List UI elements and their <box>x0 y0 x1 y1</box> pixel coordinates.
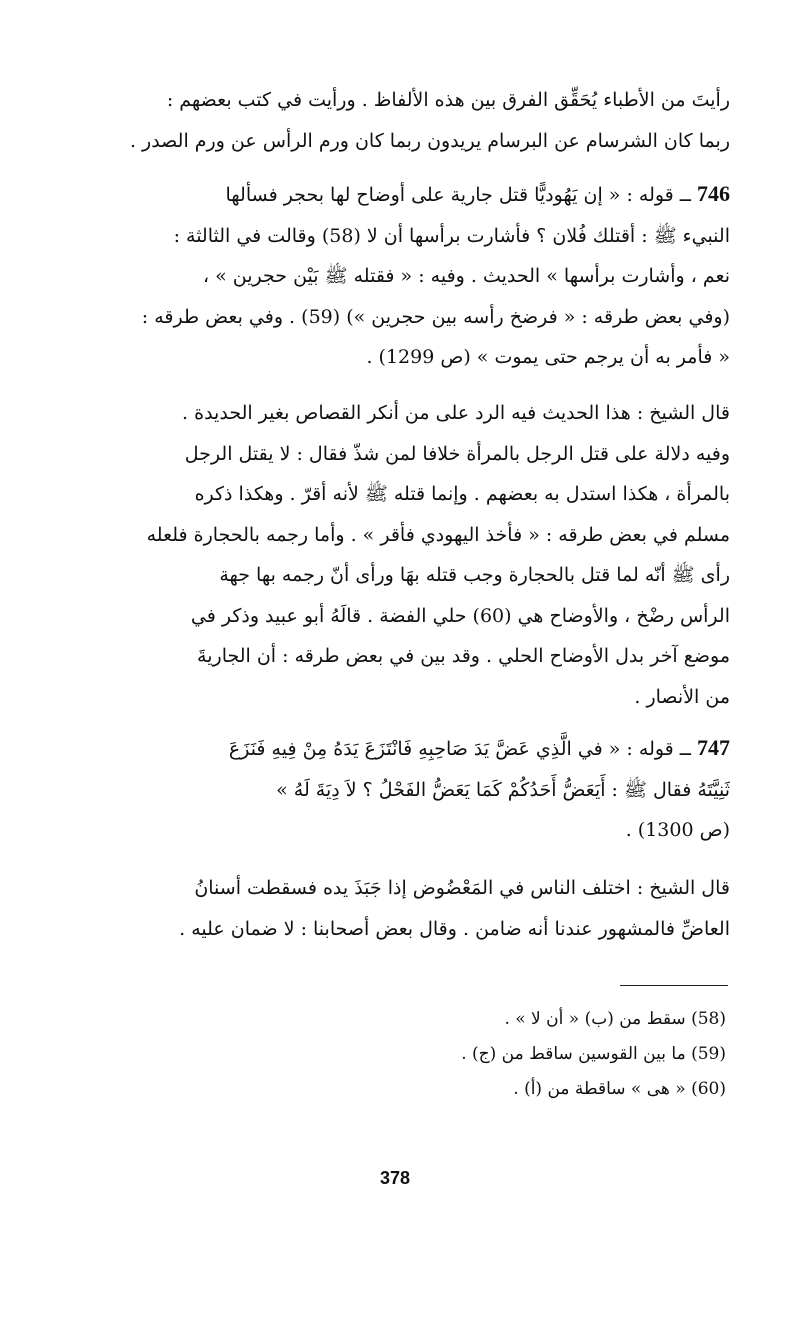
text-line: وفيه دلالة على قتل الرجل بالمرأة خلافا لمن شذّ فقال : لا يقتل الرجل <box>184 442 730 465</box>
text-line: ثَنِيَّتَهُ فقال ﷺ : أَيَعَضُّ أَحَدُكُمْ كَمَا يَعَضُّ الفَحْلُ ؟ لاَ دِيَةَ لَهُ » <box>276 778 730 801</box>
hadith-number: 746 <box>697 181 730 206</box>
commentary-747 <box>60 868 730 949</box>
text-line: رأى ﷺ أنّه لما قتل بالحجارة وجب قتله بهَا ورأى أنّ رجمه بها جهة <box>219 564 730 586</box>
text-line: النبيء ﷺ : أقتلك فُلان ؟ فأشارت برأسها أن لا (58) وقالت في الثالثة : <box>173 224 730 247</box>
dash: ــ <box>673 738 691 760</box>
footnote-59: (59) ما بين القوسين ساقط من (ج) . <box>461 1044 726 1064</box>
text-line: من الأنصار . <box>634 685 730 708</box>
text-line: بالمرأة ، هكذا استدل به بعضهم . وإنما قتله ﷺ لأنه أقرّ . وهكذا ذكره <box>194 483 730 505</box>
footnotes <box>306 1002 726 1107</box>
page-number: 378 <box>379 1168 411 1188</box>
text-line: مسلم في بعض طرقه : « فأخذ اليهودي فأقر » . وأما رجمه بالحجارة فلعله <box>146 523 730 546</box>
text-line: (وفي بعض طرقه : « فرضخ رأسه بين حجرين ») (59) . وفي بعض طرقه : <box>141 305 730 328</box>
hadith-text: قوله : « في الَّذِي عَضَّ يَدَ صَاحِبِهِ فَانْتَزَعَ يَدَهُ مِنْ فِيهِ فَنَزَعَ <box>228 738 674 760</box>
text-line: موضع آخر بدل الأوضاح الحلي . وقد بين في بعض طرقه : أن الجاريةَ <box>197 645 730 667</box>
text-line: قال الشيخ : هذا الحديث فيه الرد على من أنكر القصاص بغير الحديدة . <box>182 402 730 424</box>
text-line: « فأمر به أن يرجم حتى يموت » (ص 1299) . <box>366 346 730 368</box>
text-line: ربما كان الشرسام عن البرسام يريدون ربما كان ورم الرأس عن ورم الصدر . <box>129 129 730 152</box>
commentary-746 <box>60 393 730 717</box>
text-line: الرأس رضْخ ، والأوضاح هي (60) حلي الفضة . قالَهُ أبو عبيد وذكر في <box>190 604 730 627</box>
text-line <box>60 174 730 216</box>
footnote-60: (60) « هى » ساقطة من (أ) . <box>513 1079 726 1099</box>
footnote-58: (58) سقط من (ب) « أن لا » . <box>504 1009 726 1029</box>
hadith-text: قوله : « إن يَهُوديًّا قتل جارية على أوضاح لها بحجر فسألها <box>225 184 674 206</box>
text-line: قال الشيخ : اختلف الناس في المَعْضُوض إذا جَبَذَ يده فسقطت أسنانُ <box>194 877 730 899</box>
text-line: (ص 1300) . <box>625 819 730 841</box>
hadith-747-entry <box>60 728 730 851</box>
text-line <box>60 728 730 770</box>
footnote-separator <box>620 985 728 986</box>
dash: ــ <box>673 184 691 206</box>
text-line: رأيتَ من الأطباء يُحَقِّق الفرق بين هذه الألفاظ . ورأيت في كتب بعضهم : <box>166 89 730 111</box>
hadith-746-entry <box>60 174 730 378</box>
hadith-number: 747 <box>697 735 730 760</box>
text-line: العاضِّ فالمشهور عندنا أنه ضامن . وقال بعض أصحابنا : لا ضمان عليه . <box>179 917 730 940</box>
text-line: نعم ، وأشارت برأسها » الحديث . وفيه : « فقتله ﷺ بَيْن حجرين » ، <box>202 265 730 287</box>
intro-paragraph <box>60 80 730 161</box>
